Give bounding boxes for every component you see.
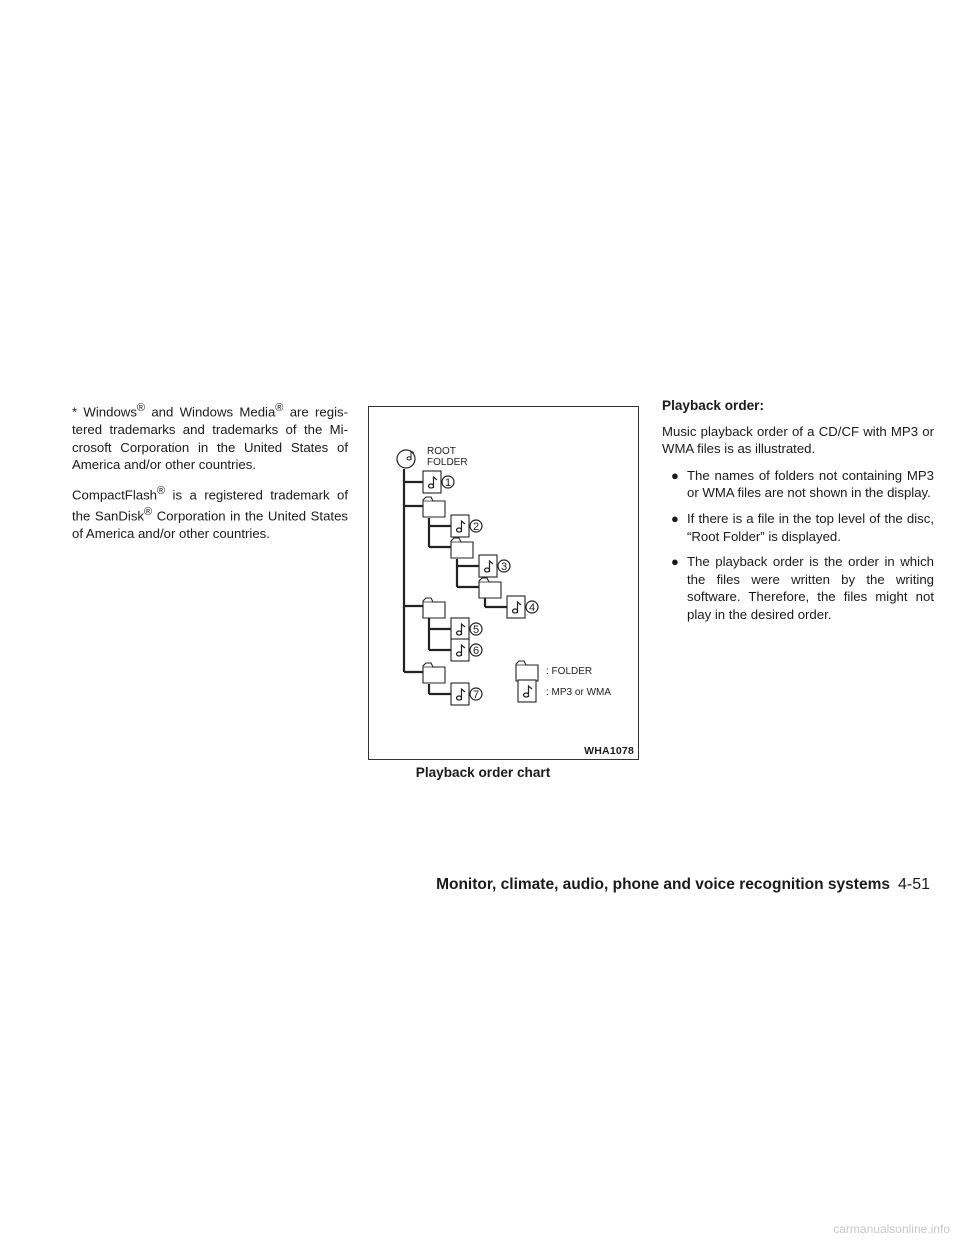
- track-number-4: [526, 601, 538, 614]
- legend-file-label: : MP3 or WMA: [546, 687, 612, 698]
- svg-text:4: 4: [528, 602, 536, 614]
- right-column: [662, 397, 934, 632]
- legend-folder-icon: [516, 661, 538, 681]
- folder-tree-diagram: [369, 407, 639, 760]
- svg-text:6: 6: [472, 645, 480, 657]
- bullet-list: [662, 467, 934, 624]
- list-item: ● The names of folders not containing MP3 or WMA files are not shown in the display.: [671, 467, 934, 501]
- track-number-3: [498, 560, 510, 573]
- svg-text:1: 1: [444, 477, 452, 489]
- folder-icon: [423, 663, 445, 683]
- mp3-file-icon: [451, 683, 469, 705]
- bullet-icon: ●: [671, 510, 679, 526]
- footer-section-title: Monitor, climate, audio, phone and voice recognition systems: [436, 876, 890, 893]
- trademark-compactflash-paragraph: CompactFlash® is a registered trademark of the SanDisk® Corporation in the United States of America and/or other countries.: [72, 484, 348, 541]
- section-heading: Playback order:: [662, 398, 764, 413]
- legend-file-icon: [518, 680, 536, 702]
- svg-text:3: 3: [500, 561, 508, 573]
- mp3-file-icon: [451, 618, 469, 640]
- mp3-file-icon: [479, 555, 497, 577]
- mp3-file-icon: [451, 515, 469, 537]
- figure-code: WHA1078: [584, 745, 634, 757]
- mp3-file-icon: [423, 471, 441, 493]
- svg-text:5: 5: [472, 624, 480, 636]
- folder-icon: [423, 497, 445, 517]
- track-number-6: [470, 644, 482, 657]
- watermark: carmanualsonline.info: [833, 1222, 950, 1236]
- svg-text:2: 2: [472, 521, 480, 533]
- root-disc-icon: [397, 450, 415, 468]
- page-footer: [436, 876, 930, 894]
- folder-icon: [423, 598, 445, 618]
- root-label: ROOT: [427, 446, 456, 457]
- playback-order-figure: [368, 406, 639, 760]
- svg-text:7: 7: [472, 689, 480, 701]
- mp3-file-icon: [507, 596, 525, 618]
- bullet-icon: ●: [671, 554, 679, 570]
- page-number: 4-51: [897, 876, 930, 893]
- mp3-file-icon: [451, 639, 469, 661]
- bullet-icon: ●: [671, 467, 679, 483]
- track-number-5: [470, 623, 482, 636]
- track-number-7: [470, 688, 482, 701]
- figure-caption: Playback order chart: [415, 765, 551, 780]
- track-number-2: [470, 520, 482, 533]
- list-item: ● If there is a file in the top level of the disc, “Root Folder” is displayed.: [671, 510, 934, 544]
- track-number-1: [442, 476, 454, 489]
- intro-paragraph: Music playback order of a CD/CF with MP3 or WMA files is as illustrated.: [662, 423, 934, 457]
- trademark-windows-paragraph: * Windows® and Windows Media® are regis- tered trademarks and trademarks of the Mi- crosoft Corporation in the United States of America and/or other countries.: [72, 402, 349, 473]
- folder-icon: [451, 538, 473, 558]
- legend-folder-label: : FOLDER: [546, 666, 593, 677]
- left-column: [72, 400, 348, 551]
- list-item: ● The playback order is the order in which the files were written by the writing software. Therefore, the files might not play in the desired order.: [671, 554, 934, 622]
- root-label-folder: FOLDER: [427, 457, 468, 468]
- folder-icon: [479, 578, 501, 598]
